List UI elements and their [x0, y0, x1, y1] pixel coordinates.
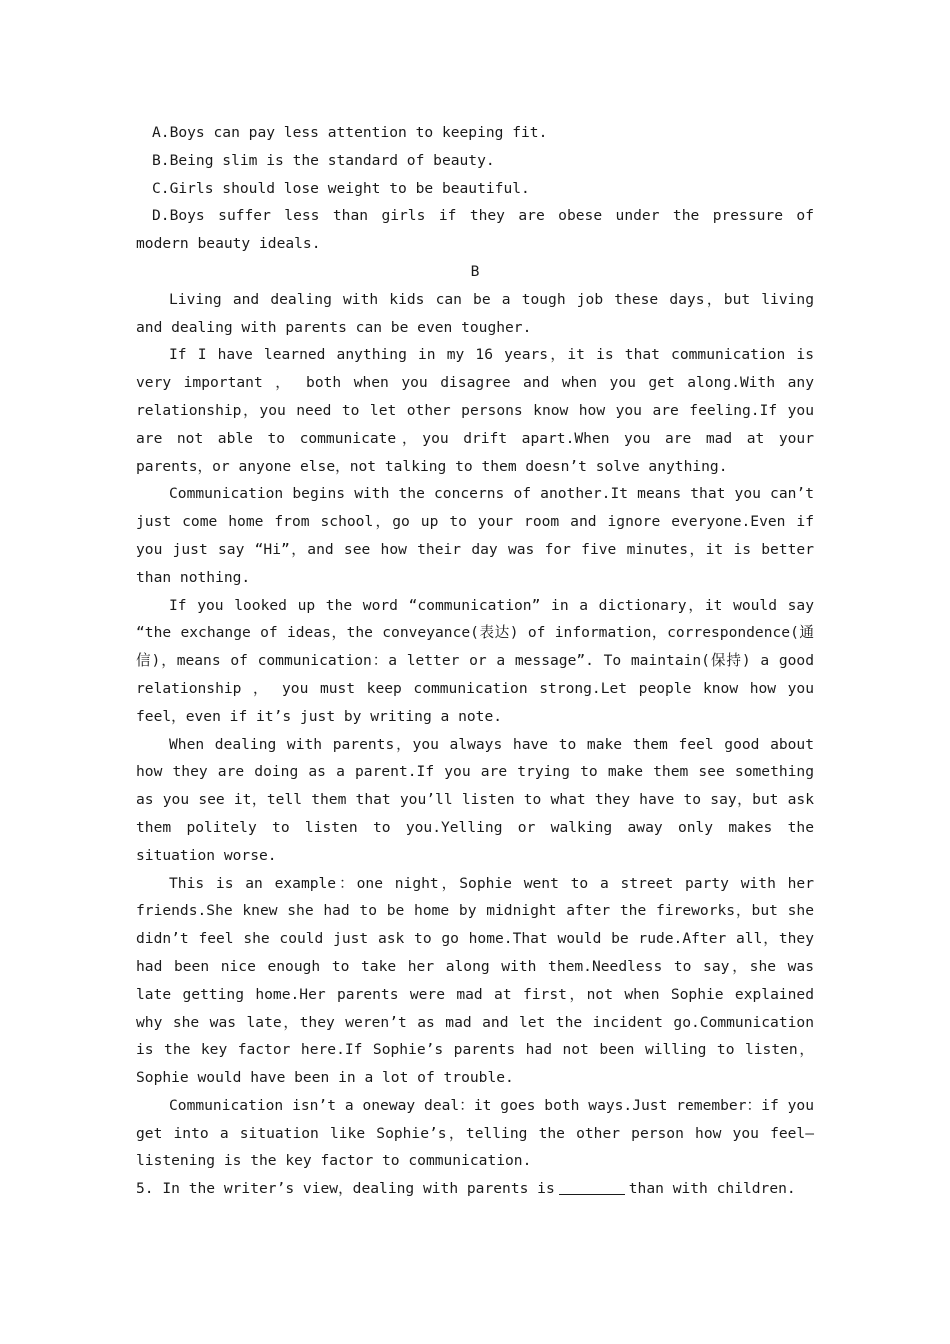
- option-text: Girls should lose weight to be beautiful.: [169, 179, 530, 197]
- option-text: Being slim is the standard of beauty.: [169, 151, 495, 169]
- option-text: Boys can pay less attention to keeping fit.: [169, 124, 548, 141]
- option-c: [136, 175, 814, 203]
- option-letter: D.: [152, 207, 170, 225]
- passage-paragraph-6: This is an example：one night，Sophie went to a street party with her friends.She knew she had to be home by midnight after the fireworks，but she didn’t feel she could just ask to go home.That would be rude.After all，they had been nice enough to take her along with them.Needless to say，she was late getting home.Her parents were mad at first，not when Sophie explained why she was late，they weren’t as mad and let the incident go.Communication is the key factor here.If Sophie’s parents had not been willing to listen，Sophie would have been in a lot of trouble.: [136, 874, 814, 1087]
- passage-paragraph-2: If I have learned anything in my 16 years，it is that communication is very important ， both when you disagree and when you get along.With any relationship，you need to let other persons know how you are feeling.If you are not able to communicate，you drift apart.When you are mad at your parents，or anyone else，not talking to them doesn’t solve anything.: [136, 346, 814, 475]
- section-heading: B: [470, 262, 480, 280]
- option-text: Boys suffer less than girls if they are obese under the pressure of modern beauty ideals.: [136, 207, 814, 253]
- option-a: [136, 119, 814, 147]
- document-page: [136, 119, 814, 1203]
- passage-paragraph-7: Communication isn’t a oneway deal：it goes both ways.Just remember：if you get into a situation like Sophie’s，telling the other person how you feel—listening is the key factor to communication.: [136, 1096, 814, 1170]
- option-letter: B.: [152, 151, 170, 169]
- question-text-end: than with children.: [628, 1180, 796, 1198]
- option-letter: A.: [152, 124, 170, 141]
- option-d: [136, 202, 814, 258]
- option-letter: C.: [152, 179, 170, 197]
- option-b: [136, 147, 814, 175]
- passage-paragraph-3: Communication begins with the concerns of another.It means that you can’t just come home from school，go up to your room and ignore everyone.Even if you just say “Hi”，and see how their day was for five minutes，it is better than nothing.: [136, 485, 814, 586]
- question-text: 5. In the writer’s view，dealing with parents is: [136, 1180, 555, 1198]
- question-5: [136, 1175, 814, 1203]
- passage-paragraph-5: When dealing with parents，you always have to make them feel good about how they are doing as a parent.If you are trying to make them see something as you see it，tell them that you’ll listen to what they have to say，but ask them politely to listen to you.Yelling or walking away only makes the situation worse.: [136, 735, 814, 864]
- answer-blank[interactable]: [559, 1178, 625, 1195]
- passage-paragraph-4: If you looked up the word “communication” in a dictionary，it would say “the exchange of ideas，the conveyance(表达) of information，correspondence(通信)，means of communication：a letter or a message”. To maintain(保持) a good relationship ， you must keep communication strong.Let people know how you feel，even if it’s just by writing a note.: [136, 596, 814, 725]
- passage-paragraph-1: Living and dealing with kids can be a tough job these days，but living and dealing with parents can be even tougher.: [136, 290, 814, 336]
